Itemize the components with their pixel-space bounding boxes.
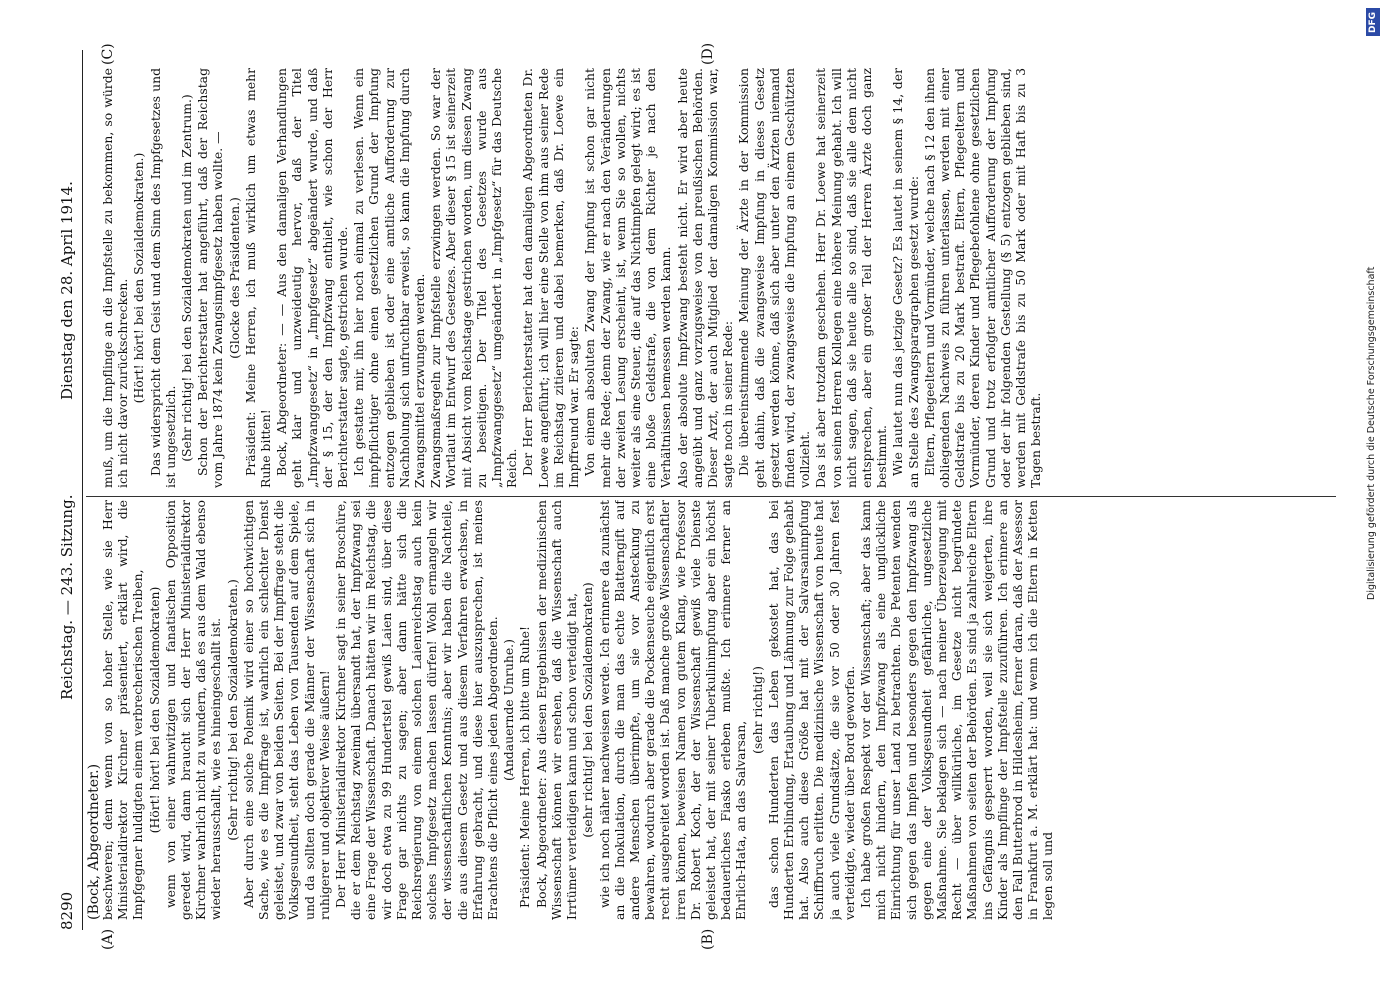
paragraph: Aber durch eine solche Polemik wird einer so hochwichtigen Sache, wie es die Impffrage ist, wahrlich ein schlechter Dienst geleistet, und zwar von beiden Seiten. Bei der Impffrage steht die Volksgesundheit, steht das Leben von Tausenden auf dem Spiele, und da sollten doch gerade die Männer der Wissenschaft sich in ruhigerer und objektiver Weise äußern! <box>240 500 332 920</box>
paragraph: Eltern, Pflegeeltern und Vormünder, welche nach § 12 den ihnen obliegenden Nachweis zu führen unterlassen, werden mit einer Geldstrafe bis zu 20 Mark bestraft. Eltern, Pflegeeltern und Vormünder, deren Kinder und Pflegebefohlene ohne gesetzlichen Grund und trotz erfolgter amtlicher Aufforderung der Impfung oder der ihr folgenden Gestellung (§ 5) entzogen geblieben sind, werden mit Geldstrafe bis zu 50 Mark oder mit Haft bis zu 3 Tagen bestraft. <box>921 68 1044 488</box>
margin-d: (D) <box>700 42 716 65</box>
paragraph: Bock, Abgeordneter: Aus diesen Ergebnissen der medizinischen Wissenschaft können wir ersehen, daß die Wissenschaft auch Irrtümer verteidigen kann und schon verteidigt hat, <box>533 500 580 920</box>
paragraph: (Sehr richtig! bei den Sozialdemokraten.) <box>224 579 240 841</box>
paragraph: Ich habe großen Respekt vor der Wissenschaft; aber das kann mich nicht hindern, den Impfzwang als eine unglückliche Einrichtung für unser Land zu betrachten. Die Petenten wenden sich gegen das Impfen und besonders gegen den Impfzwang als gegen eine der Volksgesundheit gefährliche, ungesetzliche Maßnahme. Sie beklagen sich — nach meiner Überzeugung mit Recht — über willkürliche, im Gesetze nicht begründete Maßnahmen von seiten der Behörden. Es sind ja zahlreiche Eltern ins Gefängnis gesperrt worden, weil sie sich weigerten, ihre Kinder als Impflinge der Impfstelle zuzuführen. Ich erinnere an den Fall Butterbrod in Hildesheim, ferner daran, daß der Assessor in Frankfurt a. M. erklärt hat: und wenn ich die Eltern in Ketten legen soll und <box>857 500 1056 920</box>
paragraph: Zwangsmaßregeln zur Impfstelle erzwingen werden. So war der Wortlaut im Entwurf des Gesetzes. Aber dieser § 15 ist seinerzeit mit Absicht vom Reichstage gestrichen worden, um diesen Zwang zu beseitigen. Der Titel des Gesetzes wurde aus „Impfzwanggesetz“ umgeändert in „Impfgesetz“ für das Deutsche Reich. <box>428 68 520 488</box>
paragraph: Schon der Berichterstatter hat angeführt, daß der Reichstag vom Jahre 1874 kein Zwangsimpfgesetz haben wollte. — <box>195 68 226 488</box>
paragraph: muß, um die Impflinge an die Impfstelle zu bekommen, so würde ich nicht davor zurückschrecken. <box>100 68 131 488</box>
paragraph: Wie lautet nun das jetzige Gesetz? Es lautet in seinem § 14, der an Stelle des Zwangsparagraphen gesetzt wurde: <box>890 68 921 488</box>
paragraph: Von einem absoluten Zwang der Impfung ist schon gar nicht mehr die Rede; denn der Zwang, wie er nach den Veränderungen der zweiten Lesung erscheint, ist, wenn Sie so wollen, nichts weiter als eine Steuer, die auf das Nichtimpfen gelegt wird; es ist eine bloße Geldstrafe, die von dem Richter je nach den Verhältnissen bemessen werden kann. <box>582 68 674 488</box>
paragraph: (sehr richtig!) <box>749 666 765 754</box>
header-right-title: Dienstag den 28. April 1914. <box>58 181 76 400</box>
paragraph: (sehr richtig! bei den Sozialdemokraten) <box>580 582 596 838</box>
paragraph: Das widerspricht dem Geist und dem Sinn des Impfgesetzes und ist ungesetzlich. <box>147 68 178 488</box>
margin-b: (B) <box>700 928 716 950</box>
paragraph: (Hört! hört! bei den Sozialdemokraten.) <box>131 152 147 404</box>
right-text-column <box>100 68 1340 488</box>
left-text-column <box>100 500 1340 920</box>
paragraph: Also der absolute Impfzwang besteht nicht. Er wird aber heute angeübt und ganz vorzugsweise von den preußischen Behörden. Dieser Arzt, der auch Mitglied der damaligen Kommission war, sagte noch in seiner Rede: <box>674 68 736 488</box>
paragraph: wie ich noch näher nachweisen werde. Ich erinnere da zunächst an die Inokulation, durch die man das echte Blatterngift auf andere Menschen überimpfte, um sie vor Ansteckung zu bewahren, wodurch aber gerade die Pockenseuche eigentlich erst recht ausgebreitet worden ist. Daß manche große Wissenschaftler irren können, beweisen Namen von gutem Klang, wie Professor Dr. Robert Koch, der der Wissenschaft gewiß viele Dienste geleistet hat, der mit seiner Tuberkulinimpfung aber ein höchst bedauerliches Fiasko erleben mußte. Ich erinnere ferner an Ehrlich-Hata, an das Salvarsan, <box>596 500 749 920</box>
paragraph: Das ist aber trotzdem geschehen. Herr Dr. Loewe hat seinerzeit von seinen Herren Kollegen eine höhere Meinung gehabt. Ich will nicht sagen, daß sie heute alle so sind, daß sie alle dem nicht entsprechen, aber ein großer Teil der Herren Ärzte doch ganz bestimmt. <box>813 68 890 488</box>
dfg-badge: DFG <box>1366 8 1380 36</box>
header-left-title: Reichstag. — 243. Sitzung. <box>58 494 76 700</box>
paragraph: Präsident: Meine Herren, ich bitte um Ruhe! <box>517 626 533 908</box>
margin-a: (A) <box>100 928 116 950</box>
margin-c: (C) <box>100 43 116 65</box>
speaker-note: (Bock, Abgeordneter.) <box>86 763 102 920</box>
paragraph: (Hört! hört! bei den Sozialdemokraten) <box>146 586 162 834</box>
paragraph: (Sehr richtig! bei den Sozialdemokraten und im Zentrum.) <box>179 94 195 462</box>
paragraph: Der Herr Ministerialdirektor Kirchner sagt in seiner Broschüre, die er dem Reichstag zweimal übersandt hat, der Impfzwang sei eine Frage der Wissenschaft. Danach hätten wir im Reichstag, die wir doch etwa zu 99 Hundertstel gewiß Laien sind, über diese Frage gar nichts zu sagen; aber dann hätte sich die Reichsregierung von einem solchen Laienreichstag auch kein solches Impfgesetz machen lassen dürfen! Wohl ermangeln wir der wissenschaftlichen Kenntnis; aber wir haben die Nachteile, die aus diesem Gesetz und aus diesem Verfahren erwachsen, in Erfahrung gebracht, und diese hier auszusprechen, ist meines Erachtens die Pflicht eines jeden Abgeordneten. <box>333 500 501 920</box>
column-rule <box>86 496 1336 497</box>
paragraph: (Andauernde Unruhe.) <box>501 639 517 781</box>
header-rule <box>82 50 83 930</box>
paragraph: beschweren; denn wenn von so hoher Stelle, wie sie Herr Ministerialdirektor Kirchner präsentiert, erklärt wird, die Impfgegner huldigten einem verbrecherischen Treiben, <box>100 500 146 920</box>
paragraph: Die übereinstimmende Meinung der Ärzte in der Kommission geht dahin, daß die zwangsweise Impfung in dieses Gesetz gesetzt werden könne, daß sich aber unter den Ärzten niemand finden wird, der zwangsweise die Impfung an einem Geschützten vollzieht. <box>736 68 813 488</box>
paragraph: das schon Hunderten das Leben gekostet hat, das bei Hunderten Erblindung, Ertaubung und Lähmung zur Folge gehabt hat. Also auch diese Größe hat mit der Salvarsanimpfung Schiffbruch erlitten. Die medizinische Wissenschaft von heute hat ja auch viele Grundsätze, die sie vor 50 oder 30 Jahren fest verteidigte, wieder über Bord geworfen. <box>765 500 857 920</box>
paragraph: Ich gestatte mir, ihn hier noch einmal zu verlesen. Wenn ein impfpflichtiger ohne einen gesetzlichen Grund der Impfung entzogen geblieben ist oder eine amtliche Aufforderung zur Nachholung sich unfruchtbar erweist, so kann die Impfung durch Zwangsmittel erzwungen werden. <box>351 68 428 488</box>
paragraph: (Glocke des Präsidenten.) <box>226 197 242 359</box>
digitization-credit: Digitalisierung gefördert durch die Deutsche Forschungsgemeinschaft <box>1366 266 1377 600</box>
page-number: 8290 <box>58 891 76 930</box>
paragraph: Bock, Abgeordneter: — — Aus den damaligen Verhandlungen geht klar und unzweideutig hervor, daß der Titel „Impfzwanggesetz“ in „Impfgesetz“ abgeändert wurde, und daß der § 15, der den Impfzwang enthielt, wie schon der Herr Berichterstatter sagte, gestrichen wurde. <box>274 68 351 488</box>
paragraph: Der Herr Berichterstatter hat den damaligen Abgeordneten Dr. Loewe angeführt; ich will hier eine Stelle von ihm aus seiner Rede im Reichstag zitieren und dabei bemerken, daß Dr. Loewe ein Impffreund war. Er sagte: <box>520 68 582 488</box>
paragraph: Präsident: Meine Herren, ich muß wirklich um etwas mehr Ruhe bitten! <box>242 68 274 488</box>
paragraph: wenn von einer wahnwitzigen und fanatischen Opposition geredet wird, dann braucht sich der Herr Ministerialdirektor Kirchner wahrlich nicht zu wundern, daß es aus dem Wald ebenso wieder herausschallt, wie es hineingeschallt ist. <box>162 500 224 920</box>
